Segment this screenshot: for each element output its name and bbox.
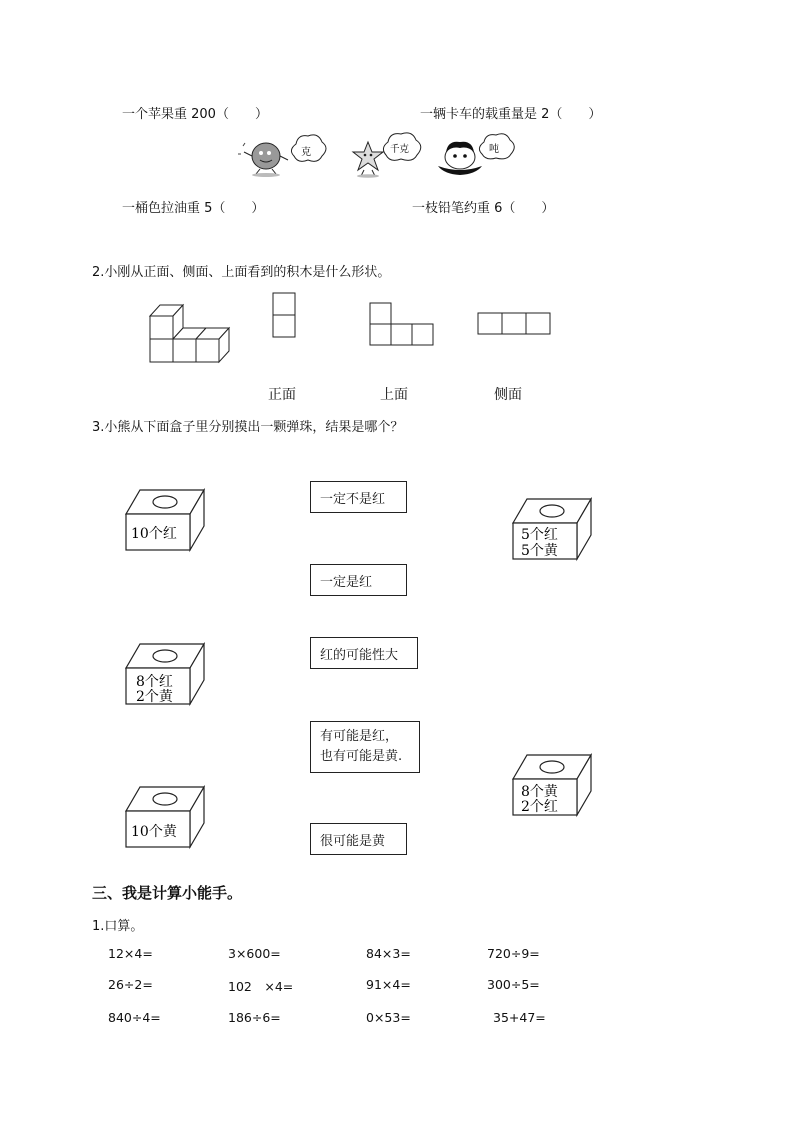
q1-apple-text: 一个苹果重 200（ ）	[122, 107, 268, 122]
q1-oil-text: 一桶色拉油重 5（ ）	[122, 201, 265, 216]
marble-box-2	[122, 642, 210, 708]
top-view-figure	[369, 302, 435, 348]
marble-box-4	[509, 497, 597, 563]
math-problem: 35+47=	[493, 1010, 546, 1025]
option-2-text: 一定是红	[320, 574, 373, 590]
option-card-4	[310, 721, 420, 773]
math-problem: 91×4=	[366, 977, 411, 992]
math-problem: 186÷6=	[228, 1010, 281, 1025]
option-3-text: 红的可能性大	[320, 647, 399, 663]
math-problem: 840÷4=	[108, 1010, 161, 1025]
option-4-line-1: 有可能是红，	[320, 729, 399, 744]
math-problem: 26÷2=	[108, 977, 153, 992]
option-1-text: 一定不是红	[320, 491, 386, 507]
label-front: 正面	[268, 387, 296, 403]
marble-box-3	[122, 785, 210, 851]
option-5-text: 很可能是黄	[320, 833, 386, 849]
box-2-line-2: 2个黄	[136, 689, 173, 705]
bubble-gram	[291, 135, 326, 161]
option-card-5	[310, 823, 407, 855]
section-3-title: 三、我是计算小能手。	[92, 884, 243, 902]
label-top: 上面	[380, 387, 408, 403]
fruit-character-icon	[238, 143, 288, 177]
box-4-line-1: 5个红	[521, 527, 558, 543]
bubble-ton-text: 吨	[489, 144, 499, 155]
option-card-3	[310, 637, 418, 669]
marble-box-5	[509, 753, 597, 819]
math-problem: 3×600=	[228, 946, 281, 961]
box-3-line-1: 10个黄	[131, 824, 177, 840]
q1-truck-text: 一辆卡车的载重量是 2（ ）	[420, 107, 602, 122]
front-view-figure	[272, 292, 298, 338]
math-problem: 0×53=	[366, 1010, 411, 1025]
option-card-1	[310, 481, 407, 513]
box-5-line-2: 2个红	[521, 799, 558, 815]
bubble-gram-text: 克	[301, 147, 311, 158]
bubble-ton	[479, 134, 514, 159]
side-view-figure	[477, 312, 553, 336]
math-problem: 12×4=	[108, 946, 153, 961]
unit-characters-illustration	[238, 130, 528, 180]
label-side: 侧面	[494, 387, 522, 403]
math-problem: 720÷9=	[487, 946, 540, 961]
q3-prompt: 3.小熊从下面盒子里分别摸出一颗弹珠，结果是哪个？	[92, 420, 404, 435]
block-3d-figure	[145, 295, 240, 370]
math-problem: 102 ×4=	[228, 979, 294, 994]
marble-box-1	[122, 488, 210, 554]
math-problem: 84×3=	[366, 946, 411, 961]
box-2-line-1: 8个红	[136, 674, 173, 690]
q2-prompt: 2.小刚从正面、侧面、上面看到的积木是什么形状。	[92, 265, 391, 280]
option-card-2	[310, 564, 407, 596]
q1-pencil-text: 一枝铅笔约重 6（ ）	[412, 201, 555, 216]
blob-character-icon	[438, 142, 482, 175]
option-4-line-2: 也有可能是黄.	[320, 749, 403, 764]
math-problem: 300÷5=	[487, 977, 540, 992]
bubble-kilogram-text: 千克	[390, 144, 410, 155]
box-1-line-1: 10个红	[131, 526, 177, 542]
star-character-icon	[353, 142, 383, 178]
box-4-line-2: 5个黄	[521, 543, 558, 559]
box-5-line-1: 8个黄	[521, 784, 558, 800]
bubble-kilogram	[383, 133, 420, 160]
section-3-subtitle: 1.口算。	[92, 919, 144, 934]
